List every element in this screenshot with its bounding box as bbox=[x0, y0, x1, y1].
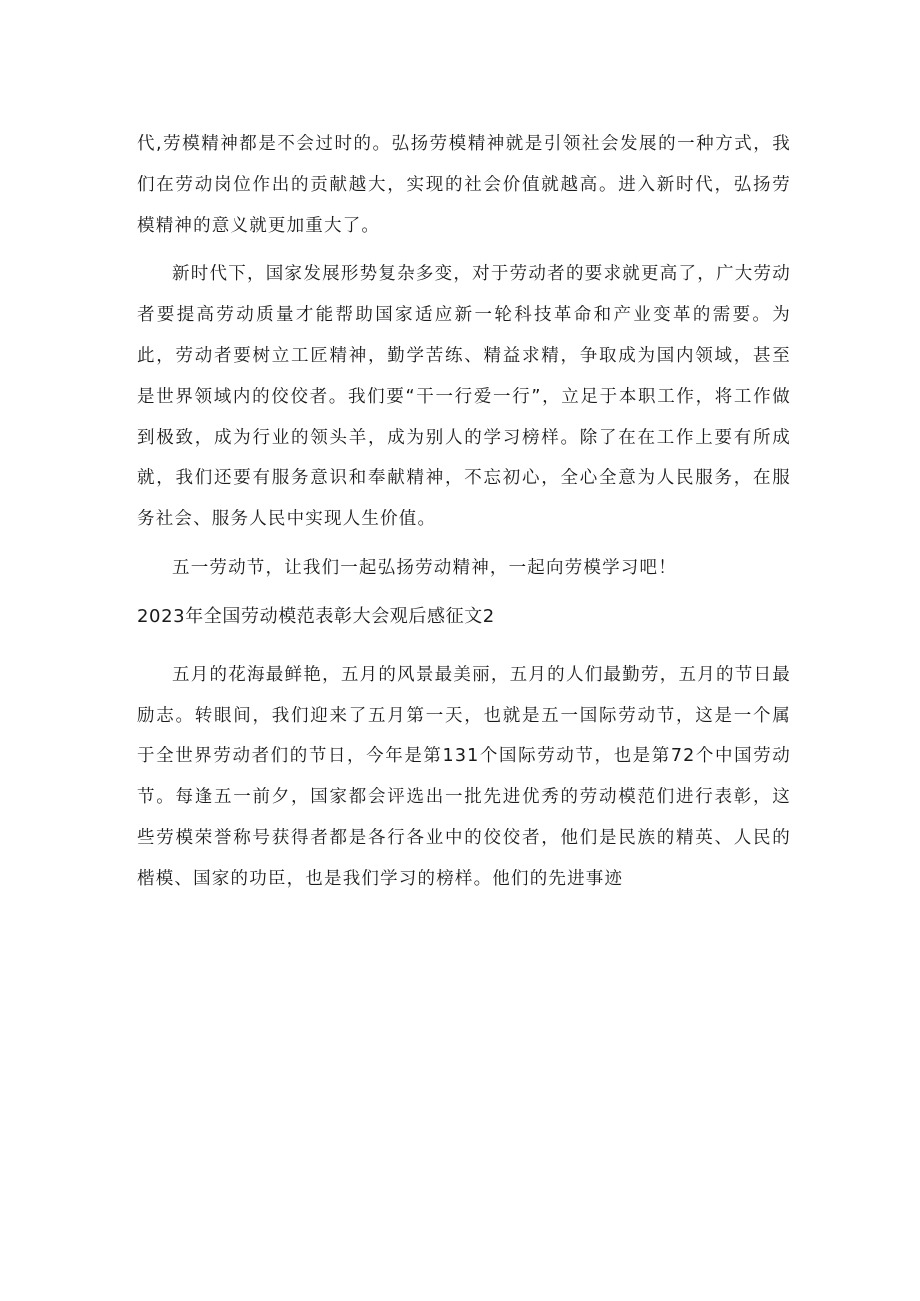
paragraph-may-flowers: 五月的花海最鲜艳，五月的风景最美丽，五月的人们最勤劳，五月的节日最励志。转眼间，我们迎来了五月第一天，也就是五一国际劳动节，这是一个属于全世界劳动者们的节日，今年是第131个国际劳动节，也是第72个中国劳动节。每逢五一前夕，国家都会评选出一批先进优秀的劳动模范们进行表彰，这些劳模荣誉称号获得者都是各行各业中的佼佼者，他们是民族的精英、人民的楷模、国家的功臣，也是我们学习的榜样。他们的先进事迹 bbox=[137, 664, 791, 889]
heading-gap bbox=[137, 637, 791, 655]
paragraph-may-day-call: 五一劳动节，让我们一起弘扬劳动精神，一起向劳模学习吧！ bbox=[172, 557, 677, 578]
section-heading: 2023年全国劳动模范表彰大会观后感征文2 bbox=[137, 605, 495, 627]
paragraph-new-era: 新时代下，国家发展形势复杂多变，对于劳动者的要求就更高了，广大劳动者要提高劳动质量才能帮助国家适应新一轮科技革命和产业变革的需要。为此，劳动者要树立工匠精神，勤学苦练、精益求精，争取成为国内领域，甚至是世界领域内的佼佼者。我们要“干一行爱一行”，立足于本职工作，将工作做到极致，成为行业的领头羊，成为别人的学习榜样。除了在在工作上要有所成就，我们还要有服务意识和奉献精神，不忘初心，全心全意为人民服务，在服务社会、服务人民中实现人生价值。 bbox=[137, 264, 791, 530]
paragraph-gap bbox=[137, 246, 791, 254]
document-body bbox=[137, 124, 791, 900]
paragraph-gap bbox=[137, 540, 791, 548]
paragraph-continuation: 代,劳模精神都是不会过时的。弘扬劳模精神就是引领社会发展的一种方式，我们在劳动岗位作出的贡献越大，实现的社会价值就越高。进入新时代，弘扬劳模精神的意义就更加重大了。 bbox=[137, 134, 791, 236]
paragraph-gap bbox=[137, 589, 791, 597]
